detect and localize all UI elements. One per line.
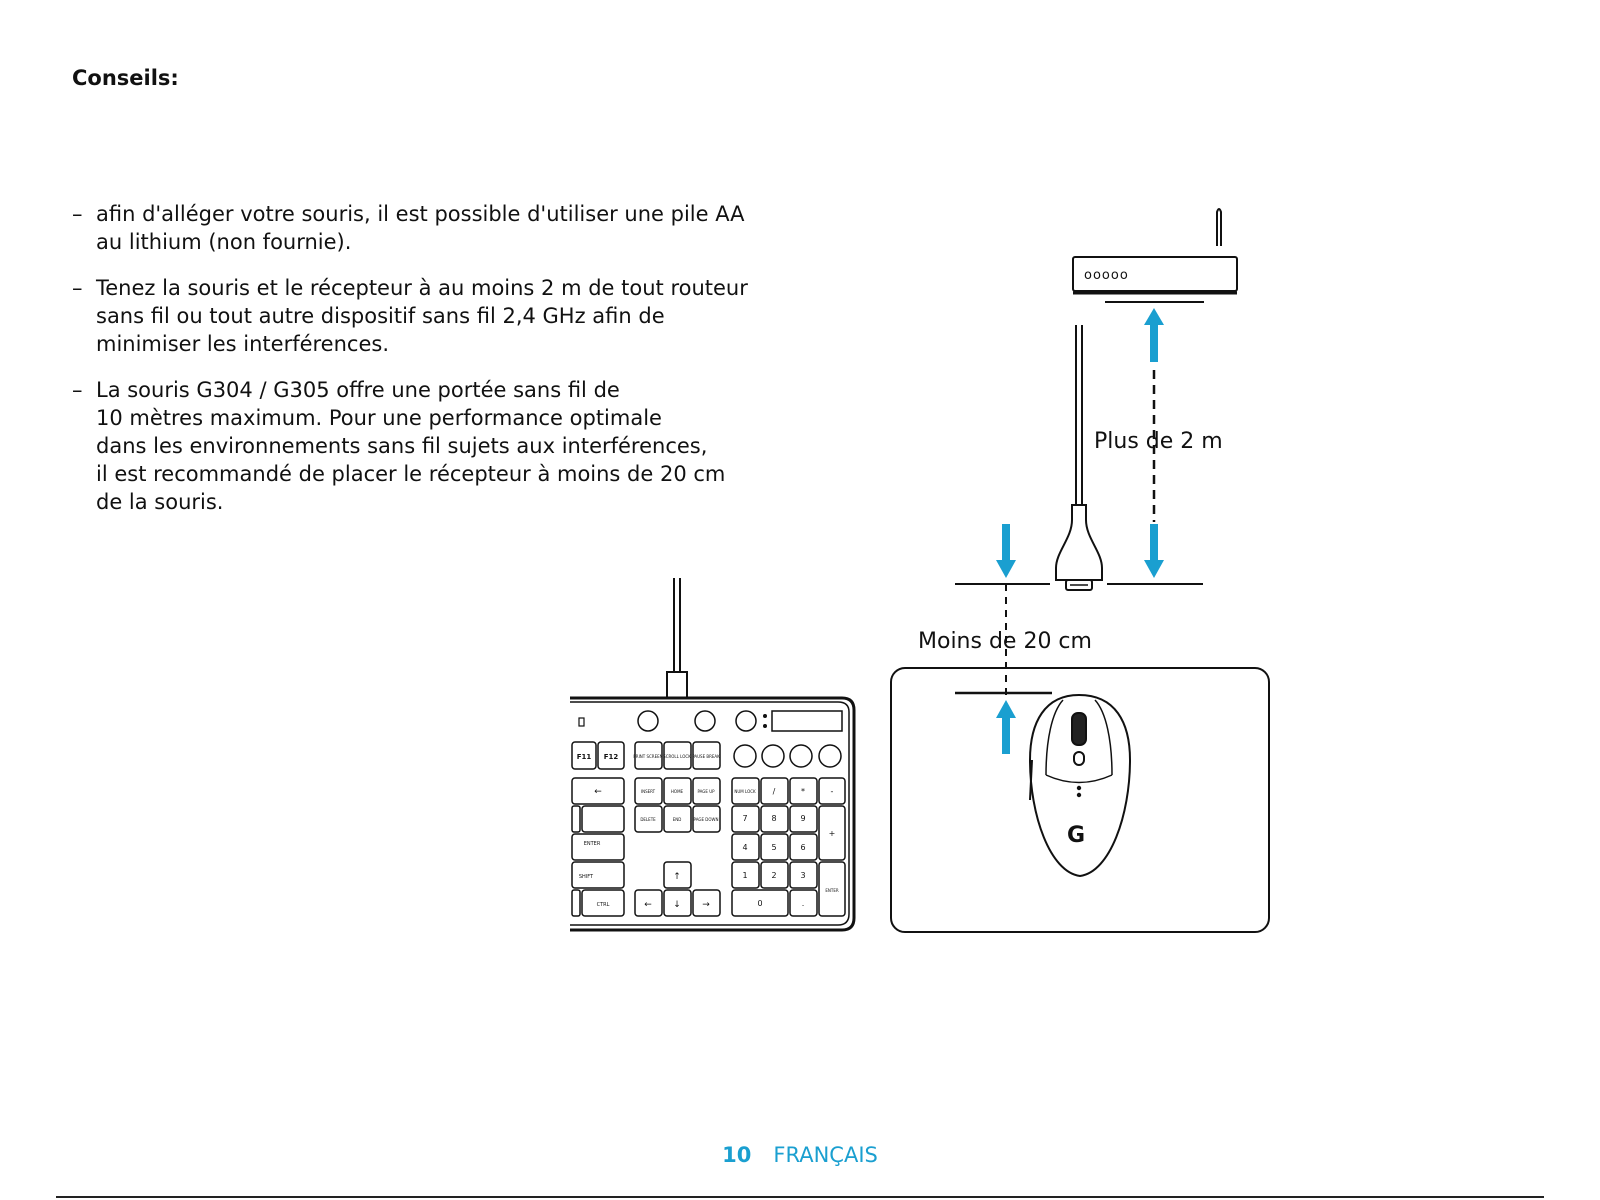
svg-text:9: 9 — [800, 814, 806, 823]
tip-text-line: de la souris. — [96, 490, 224, 514]
tip-text-line: sans fil ou tout autre dispositif sans fil 2,4 GHz afin de — [96, 304, 665, 328]
svg-text:SCROLL LOCK: SCROLL LOCK — [663, 754, 691, 759]
tip-text-line: minimiser les interférences. — [96, 332, 389, 356]
svg-text:NUM LOCK: NUM LOCK — [734, 789, 756, 794]
svg-text:2: 2 — [771, 871, 777, 880]
svg-text:6: 6 — [800, 843, 806, 852]
svg-text:8: 8 — [771, 814, 777, 823]
page-number: 10 — [722, 1143, 752, 1167]
near-distance-label: Moins de 20 cm — [918, 629, 1092, 654]
tip-text-line: 10 mètres maximum. Pour une performance optimale — [96, 406, 662, 430]
svg-text:.: . — [801, 899, 805, 908]
svg-text:*: * — [801, 787, 805, 796]
svg-text:INSERT: INSERT — [640, 789, 656, 794]
keyboard-cable-plug — [667, 672, 687, 698]
svg-text:0: 0 — [757, 899, 763, 908]
arrow-up-icon — [1144, 308, 1164, 362]
page-footer — [0, 1143, 1600, 1167]
tip-dash: – — [72, 276, 83, 300]
arrow-down-icon — [1144, 524, 1164, 578]
router-icon — [1073, 209, 1237, 293]
svg-text:HOME: HOME — [670, 789, 684, 794]
tip-text-line: La souris G304 / G305 offre une portée sans fil de — [96, 378, 620, 402]
svg-text:SHIFT: SHIFT — [578, 874, 594, 880]
svg-text:4: 4 — [742, 843, 748, 852]
mouse-icon — [1030, 695, 1130, 876]
language-label: FRANÇAIS — [773, 1143, 878, 1167]
svg-text:F12: F12 — [603, 753, 619, 761]
svg-text:-: - — [830, 787, 834, 796]
tip-text-line: afin d'alléger votre souris, il est possible d'utiliser une pile AA — [96, 202, 745, 226]
far-distance-label: Plus de 2 m — [1094, 429, 1223, 454]
svg-text:PAUSE BREAK: PAUSE BREAK — [692, 754, 720, 759]
svg-text:F11: F11 — [576, 753, 592, 761]
receiver-icon — [1056, 325, 1102, 590]
tip-dash: – — [72, 378, 83, 402]
svg-text:→: → — [702, 900, 710, 910]
router-leds: ooooo — [1084, 268, 1129, 283]
tip-text-line: il est recommandé de placer le récepteur à moins de 20 cm — [96, 462, 726, 486]
svg-text:+: + — [828, 829, 836, 838]
svg-text:END: END — [672, 817, 682, 822]
arrow-down-icon — [996, 524, 1016, 578]
footer-divider — [56, 1196, 1544, 1198]
keyboard-icon — [570, 698, 854, 930]
svg-text:PAGE DOWN: PAGE DOWN — [693, 817, 719, 822]
svg-text:PRINT SCREEN: PRINT SCREEN — [633, 754, 663, 759]
svg-text:←: ← — [594, 787, 602, 797]
tip-text-line: dans les environnements sans fil sujets aux interférences, — [96, 434, 708, 458]
svg-text:ENTER: ENTER — [583, 841, 601, 847]
mouse-logo: G — [1067, 823, 1086, 848]
svg-text:←: ← — [644, 900, 652, 910]
section-heading: Conseils: — [72, 66, 179, 90]
svg-text:1: 1 — [742, 871, 748, 880]
svg-text:CTRL: CTRL — [596, 902, 610, 908]
svg-text:↓: ↓ — [673, 900, 681, 910]
tip-text-line: au lithium (non fournie). — [96, 230, 352, 254]
svg-text:3: 3 — [800, 871, 806, 880]
svg-text:7: 7 — [742, 814, 748, 823]
svg-text:5: 5 — [771, 843, 777, 852]
svg-text:↑: ↑ — [673, 872, 681, 882]
svg-text:PAGE UP: PAGE UP — [697, 789, 715, 794]
tip-dash: – — [72, 202, 83, 226]
svg-text:ENTER: ENTER — [825, 888, 839, 893]
svg-text:/: / — [772, 787, 776, 796]
tip-text-line: Tenez la souris et le récepteur à au moins 2 m de tout routeur — [96, 276, 748, 300]
arrow-up-icon — [996, 700, 1016, 754]
svg-text:DELETE: DELETE — [640, 817, 656, 822]
